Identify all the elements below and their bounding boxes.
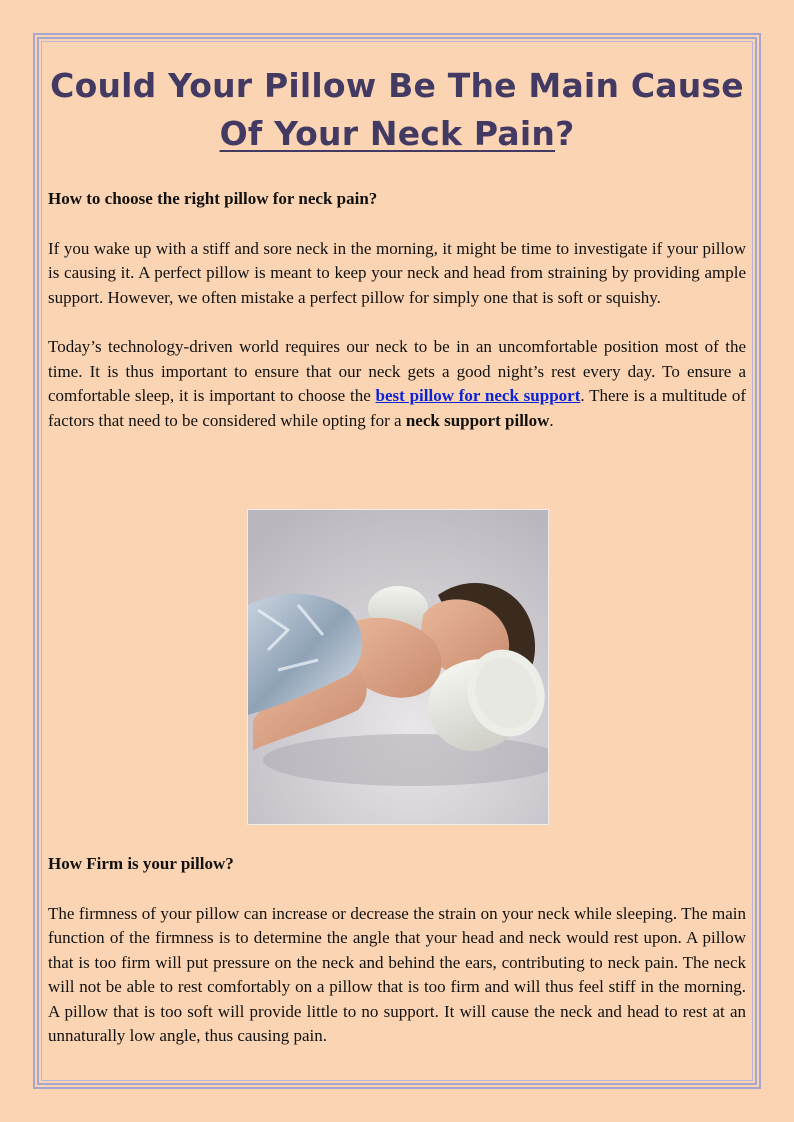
section-heading-firmness: How Firm is your pillow? — [48, 854, 234, 873]
neck-support-pillow-bold: neck support pillow — [405, 410, 550, 430]
paragraph-technology — [48, 335, 746, 433]
section-choose-pillow — [48, 187, 746, 433]
paragraph-technology-text-2: . There is a multitude of factors that need to be considered while opting for a — [48, 386, 746, 430]
document-title — [48, 62, 746, 158]
title-line-2: Of Your Neck Pain — [219, 114, 556, 153]
paragraph-technology-text-1: Today’s technology-driven world requires our neck to be in an uncomfortable position most of the time. It is thus important to ensure that our neck gets a good night’s rest every day. To ensure a comfortable sleep, it is important to choose the — [48, 337, 746, 405]
paragraph-technology-end: . — [549, 410, 554, 430]
title-line-1: Could Your Pillow Be The Main Cause — [50, 66, 744, 105]
paragraph-stiff-neck: If you wake up with a stiff and sore neck in the morning, it might be time to investigate if your pillow is causing it. A perfect pillow is meant to keep your neck and head from straining by providing ample support. However, we often mistake a perfect pillow for simply one that is soft or squishy. — [48, 238, 746, 307]
best-pillow-link[interactable]: best pillow for neck support — [375, 386, 581, 405]
woman-sleeping-neck-roll-photo — [247, 509, 549, 825]
title-question-mark: ? — [555, 114, 575, 153]
paragraph-firmness: The firmness of your pillow can increase or decrease the strain on your neck while sleeping. The main function of the firmness is to determine the angle that your head and neck would rest upon. A pillow that is too firm will put pressure on the neck and behind the ears, contributing to neck pain. The neck will not be able to rest comfortably on a pillow that is too firm and will thus feel stiff in the morning. A pillow that is too soft will provide little to no support. It will cause the neck and head to rest at an unnaturally low angle, thus causing pain. — [48, 903, 746, 1045]
section-pillow-firmness — [48, 852, 746, 1049]
section-heading-choose-pillow: How to choose the right pillow for neck pain? — [48, 189, 378, 208]
